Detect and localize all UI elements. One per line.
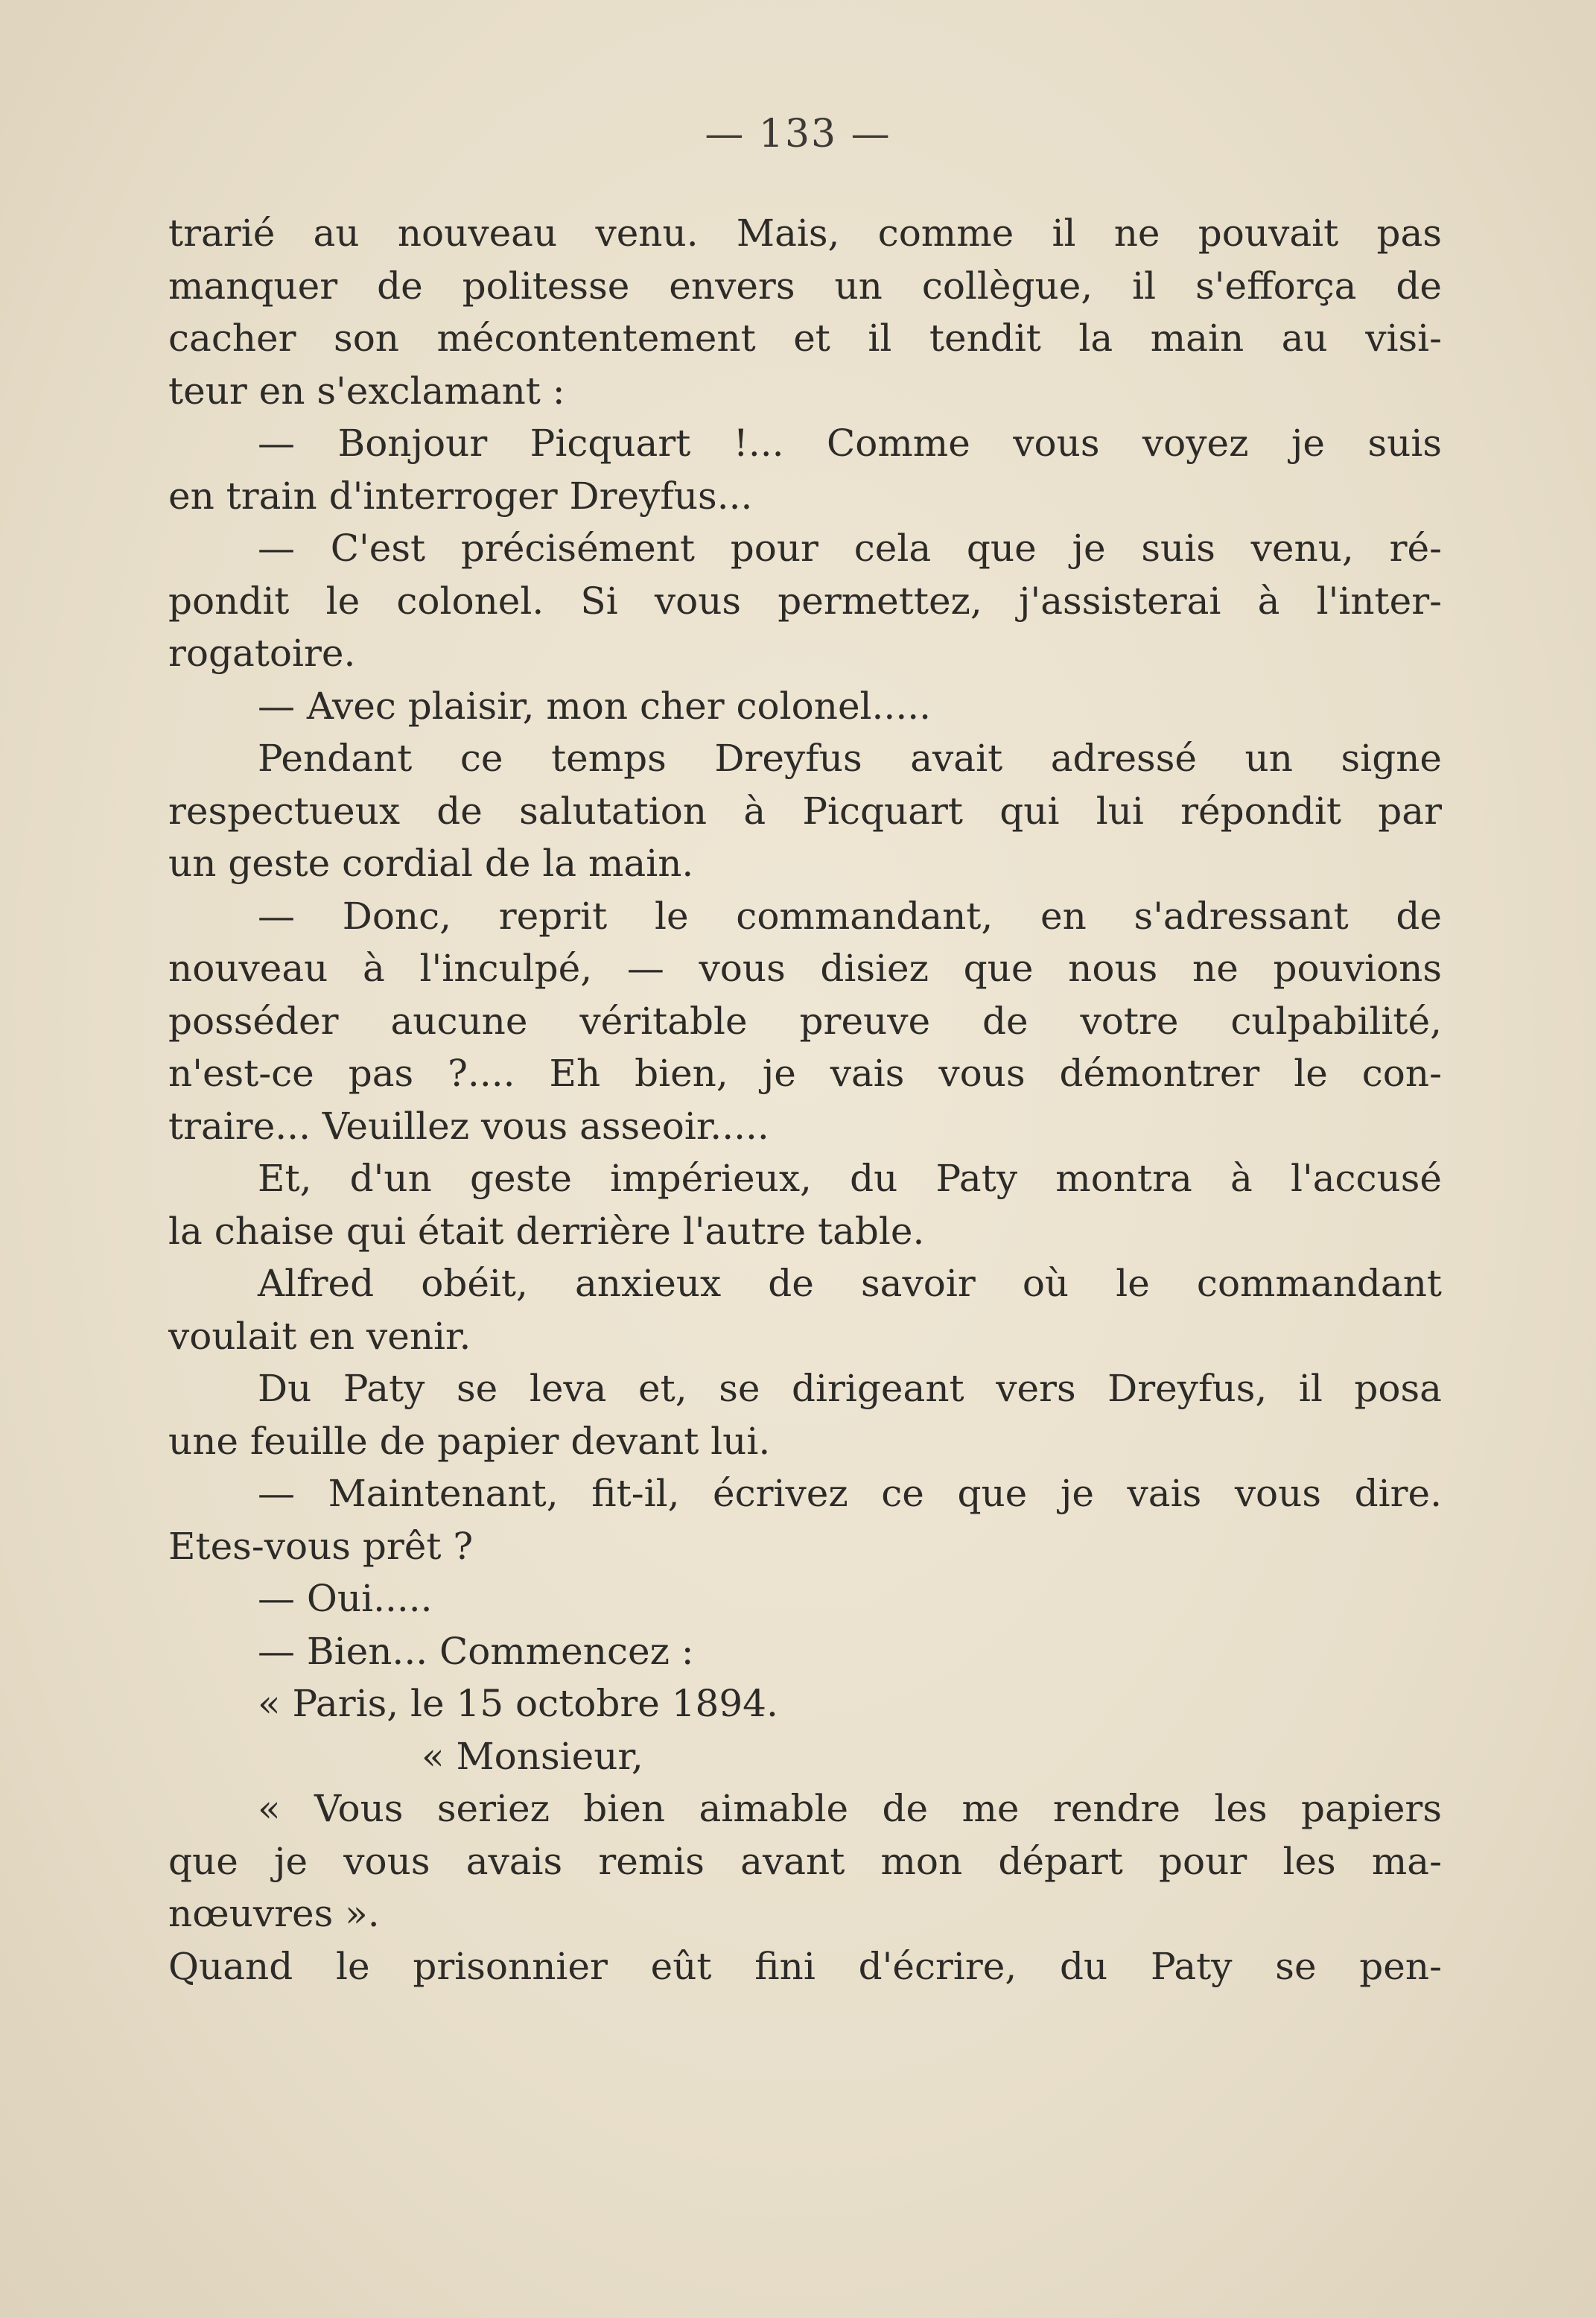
text-line: traire... Veuillez vous asseoir.....	[168, 1104, 769, 1148]
text-line: — Maintenant, fit-il, écrivez ce que je vais vous dire.	[258, 1472, 1442, 1515]
text-line: n'est-ce pas ?.... Eh bien, je vais vous démontrer le con-	[168, 1052, 1442, 1095]
text-line: pondit le colonel. Si vous permettez, j'assisterai à l'inter-	[168, 579, 1442, 623]
text-line: une feuille de papier devant lui.	[168, 1419, 771, 1463]
text-line: Alfred obéit, anxieux de savoir où le commandant	[258, 1262, 1442, 1305]
text-line: un geste cordial de la main.	[168, 842, 694, 885]
page-text	[168, 207, 1442, 1992]
text-line: trarié au nouveau venu. Mais, comme il ne pouvait pas	[168, 212, 1442, 255]
text-line: rogatoire.	[168, 632, 356, 675]
text-line: Pendant ce temps Dreyfus avait adressé un signe	[258, 737, 1442, 780]
text-line: Et, d'un geste impérieux, du Paty montra à l'accusé	[258, 1157, 1442, 1200]
text-line: voulait en venir.	[168, 1314, 471, 1358]
text-line: Du Paty se leva et, se dirigeant vers Dreyfus, il posa	[258, 1367, 1442, 1410]
text-line: manquer de politesse envers un collègue, il s'efforça de	[168, 264, 1442, 308]
text-line: nouveau à l'inculpé, — vous disiez que nous ne pouvions	[168, 947, 1442, 990]
text-line: — Avec plaisir, mon cher colonel.....	[258, 684, 932, 728]
text-line: teur en s'exclamant :	[168, 369, 565, 413]
text-line: que je vous avais remis avant mon départ pour les ma-	[168, 1839, 1442, 1883]
text-line: Quand le prisonnier eût fini d'écrire, du Paty se pen-	[168, 1944, 1442, 1988]
text-line: en train d'interroger Dreyfus...	[168, 474, 753, 518]
text-line: Etes-vous prêt ?	[168, 1524, 474, 1568]
text-line: nœuvres ».	[168, 1892, 380, 1935]
text-line: — Oui.....	[258, 1577, 433, 1620]
text-line: cacher son mécontentement et il tendit la main au visi-	[168, 317, 1442, 360]
text-line: « Monsieur,	[422, 1734, 643, 1778]
page-number: — 133 —	[705, 112, 891, 156]
text-line: — C'est précisément pour cela que je suis venu, ré-	[258, 527, 1442, 570]
text-line: — Bonjour Picquart !... Comme vous voyez je suis	[258, 422, 1442, 465]
text-line: respectueux de salutation à Picquart qui lui répondit par	[168, 789, 1442, 833]
text-line: la chaise qui était derrière l'autre table.	[168, 1209, 925, 1253]
text-line: — Donc, reprit le commandant, en s'adressant de	[258, 894, 1442, 938]
text-line: — Bien... Commencez :	[258, 1629, 694, 1673]
text-line: posséder aucune véritable preuve de votre culpabilité,	[168, 999, 1442, 1043]
text-line: « Paris, le 15 octobre 1894.	[258, 1682, 778, 1725]
text-line: « Vous seriez bien aimable de me rendre les papiers	[258, 1787, 1442, 1830]
